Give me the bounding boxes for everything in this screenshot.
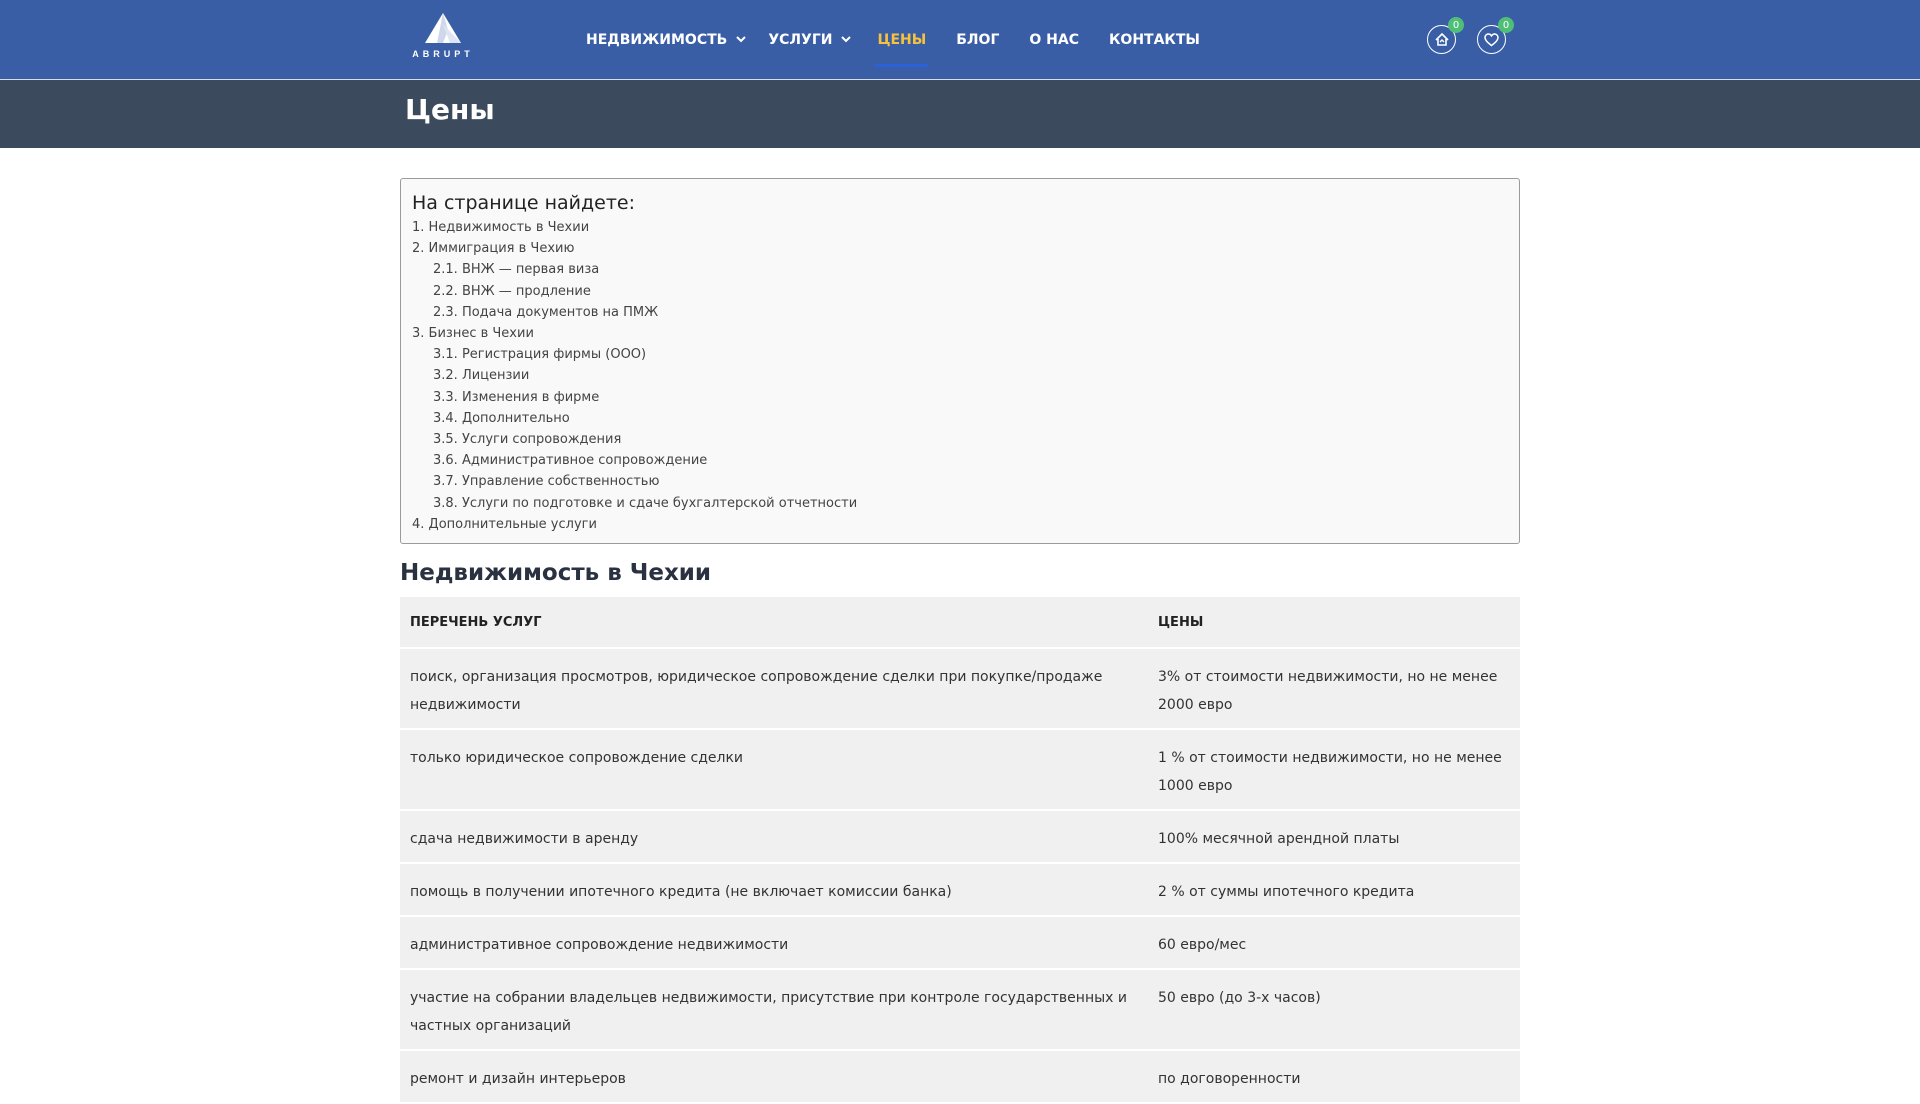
toc-link[interactable]: 1. Недвижимость в Чехии [412,220,590,235]
toc-link[interactable]: 3. Бизнес в Чехии [412,326,534,342]
table-row [400,969,1520,1050]
nav-item-label: ЦЕНЫ [877,31,927,48]
nav-item-label: НЕДВИЖИМОСТЬ [586,31,728,48]
price-cell: 50 евро (до 3-х часов) [1148,969,1520,1050]
page-title: Цены [405,93,495,126]
site-header [0,0,1920,80]
nav-item-services[interactable] [768,0,851,79]
toc-link[interactable]: 3.5. Услуги сопровождения [433,432,622,448]
favorites-count-badge: 0 [1498,17,1514,33]
toc-link[interactable]: 3.3. Изменения в фирме [433,389,600,405]
service-cell: сдача недвижимости в аренду [400,810,1148,863]
toc-list [412,217,1519,535]
main-nav [586,0,1200,79]
toc-link[interactable]: 3.2. Лицензии [433,368,530,384]
header-inner [0,0,1920,79]
service-cell: участие на собрании владельцев недвижимости, присутствие при контроле государственных и частных организаций [400,969,1148,1050]
toc-link[interactable]: 3.4. Дополнительно [433,410,570,426]
table-row [400,729,1520,810]
price-cell: 100% месячной арендной платы [1148,810,1520,863]
toc-link[interactable]: 2. Иммиграция в Чехию [412,241,575,257]
toc-link[interactable]: 3.6. Административное сопровождение [433,453,708,469]
table-row [400,916,1520,969]
table-row [400,810,1520,863]
nav-item-label: УСЛУГИ [768,31,833,48]
site-logo[interactable] [411,12,475,66]
column-header: ПЕРЕЧЕНЬ УСЛУГ [400,597,1148,648]
price-cell: по договоренности [1148,1050,1520,1103]
table-header-row [400,597,1520,648]
toc-link[interactable]: 2.1. ВНЖ — первая виза [433,262,600,278]
nav-item-real-estate[interactable] [586,0,746,79]
compare-button[interactable] [1427,19,1460,54]
table-row [400,863,1520,916]
service-cell: поиск, организация просмотров, юридическое сопровождение сделки при покупке/продаже недвижимости [400,648,1148,729]
price-cell: 3% от стоимости недвижимости, но не менее 2000 евро [1148,648,1520,729]
chevron-down-icon [841,36,851,43]
logo-text: ABRUPT [412,49,474,59]
toc-link[interactable]: 2.2. ВНЖ — продление [433,283,591,299]
toc-link[interactable]: 3.7. Управление собственностью [433,474,660,490]
page-title-bar [0,80,1920,148]
table-row [400,648,1520,729]
nav-item-contacts[interactable] [1109,0,1200,79]
compare-count-badge: 0 [1448,17,1464,33]
nav-item-prices[interactable] [877,0,926,79]
nav-item-label: БЛОГ [956,31,1000,48]
toc-title: На странице найдете: [412,192,636,214]
toc-link[interactable]: 4. Дополнительные услуги [412,516,597,532]
nav-item-about[interactable] [1029,0,1079,79]
column-header: ЦЕНЫ [1148,597,1520,648]
service-cell: помощь в получении ипотечного кредита (не включает комиссии банка) [400,863,1148,916]
price-cell: 60 евро/мес [1148,916,1520,969]
home-compare-icon [1434,32,1450,47]
logo-mountain-icon [424,12,462,44]
chevron-down-icon [736,36,746,43]
section-title: Недвижимость в Чехии [400,560,712,586]
heart-icon [1484,33,1499,47]
price-table [400,597,1520,1104]
service-cell: ремонт и дизайн интерьеров [400,1050,1148,1103]
nav-item-label: О НАС [1029,31,1079,48]
table-row [400,1050,1520,1103]
toc-link[interactable]: 2.3. Подача документов на ПМЖ [433,304,659,320]
price-cell: 2 % от суммы ипотечного кредита [1148,863,1520,916]
toc-link[interactable]: 3.1. Регистрация фирмы (ООО) [433,347,647,363]
nav-item-blog[interactable] [956,0,999,79]
favorites-button[interactable] [1477,19,1510,54]
price-cell: 1 % от стоимости недвижимости, но не менее 1000 евро [1148,729,1520,810]
toc-link[interactable]: 3.8. Услуги по подготовке и сдаче бухгалтерской отчетности [433,495,858,511]
nav-item-label: КОНТАКТЫ [1108,31,1200,48]
service-cell: только юридическое сопровождение сделки [400,729,1148,810]
service-cell: административное сопровождение недвижимости [400,916,1148,969]
table-of-contents [400,178,1520,544]
